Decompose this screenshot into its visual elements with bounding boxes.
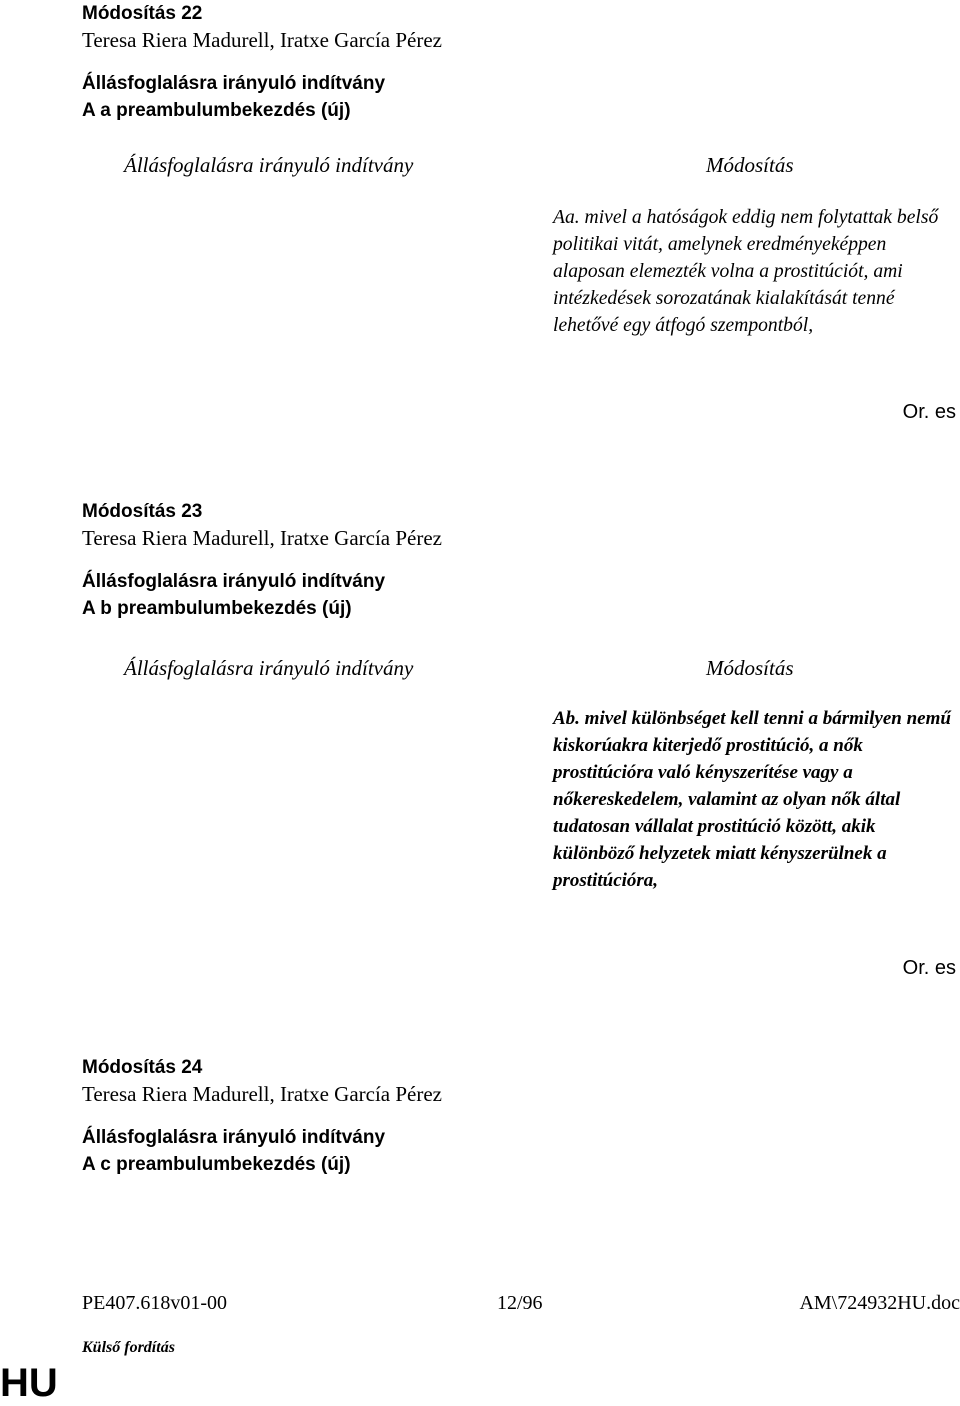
amendment-22-header xyxy=(82,0,942,124)
amendment-authors: Teresa Riera Madurell, Iratxe García Pérez xyxy=(82,1082,442,1106)
amendment-document: Állásfoglalásra irányuló indítvány xyxy=(82,73,386,94)
footer-page-number: 12/96 xyxy=(497,1292,543,1314)
amendment-number: Módosítás 24 xyxy=(82,1057,203,1078)
column-header-amendment: Módosítás xyxy=(706,656,794,680)
column-header-amendment: Módosítás xyxy=(706,153,794,177)
amendment-24-header xyxy=(82,1054,942,1178)
footer-doc-ref: PE407.618v01-00 xyxy=(82,1292,227,1314)
original-language: Or. es xyxy=(902,401,956,423)
amendment-authors: Teresa Riera Madurell, Iratxe García Pérez xyxy=(82,526,442,550)
footer-external-translation: Külső fordítás xyxy=(82,1339,175,1356)
amendment-text: Ab. mivel különbséget kell tenni a bármilyen nemű kiskorúakra kiterjedő prostitúció, a nők prostitúcióra való kényszerítése vagy a nőkereskedelem, valamint az olyan nők által tudatosan vállalat prostitúció között, akik különböző helyzetek miatt kényszerülnek a prostitúcióra, xyxy=(553,708,951,891)
footer-language-code: HU xyxy=(0,1361,58,1405)
amendment-document: Állásfoglalásra irányuló indítvány xyxy=(82,1127,386,1148)
footer-file-ref: AM\724932HU.doc xyxy=(799,1292,960,1314)
column-header-proposal: Állásfoglalásra irányuló indítvány xyxy=(124,153,414,177)
amendment-reference: A a preambulumbekezdés (új) xyxy=(82,100,351,121)
column-header-proposal: Állásfoglalásra irányuló indítvány xyxy=(124,656,414,680)
amendment-reference: A b preambulumbekezdés (új) xyxy=(82,598,352,619)
original-language: Or. es xyxy=(902,957,956,979)
amendment-number: Módosítás 23 xyxy=(82,501,203,522)
amendment-document: Állásfoglalásra irányuló indítvány xyxy=(82,571,386,592)
amendment-authors: Teresa Riera Madurell, Iratxe García Pérez xyxy=(82,28,442,52)
amendment-23-header xyxy=(82,498,942,622)
amendment-number: Módosítás 22 xyxy=(82,3,203,24)
amendment-reference: A c preambulumbekezdés (új) xyxy=(82,1154,351,1175)
amendment-text: Aa. mivel a hatóságok eddig nem folytattak belső politikai vitát, amelynek eredményeképpen alaposan elemezték volna a prostitúciót, ami intézkedések sorozatának kialakítását tenné lehetővé egy átfogó szempontból, xyxy=(553,207,939,336)
